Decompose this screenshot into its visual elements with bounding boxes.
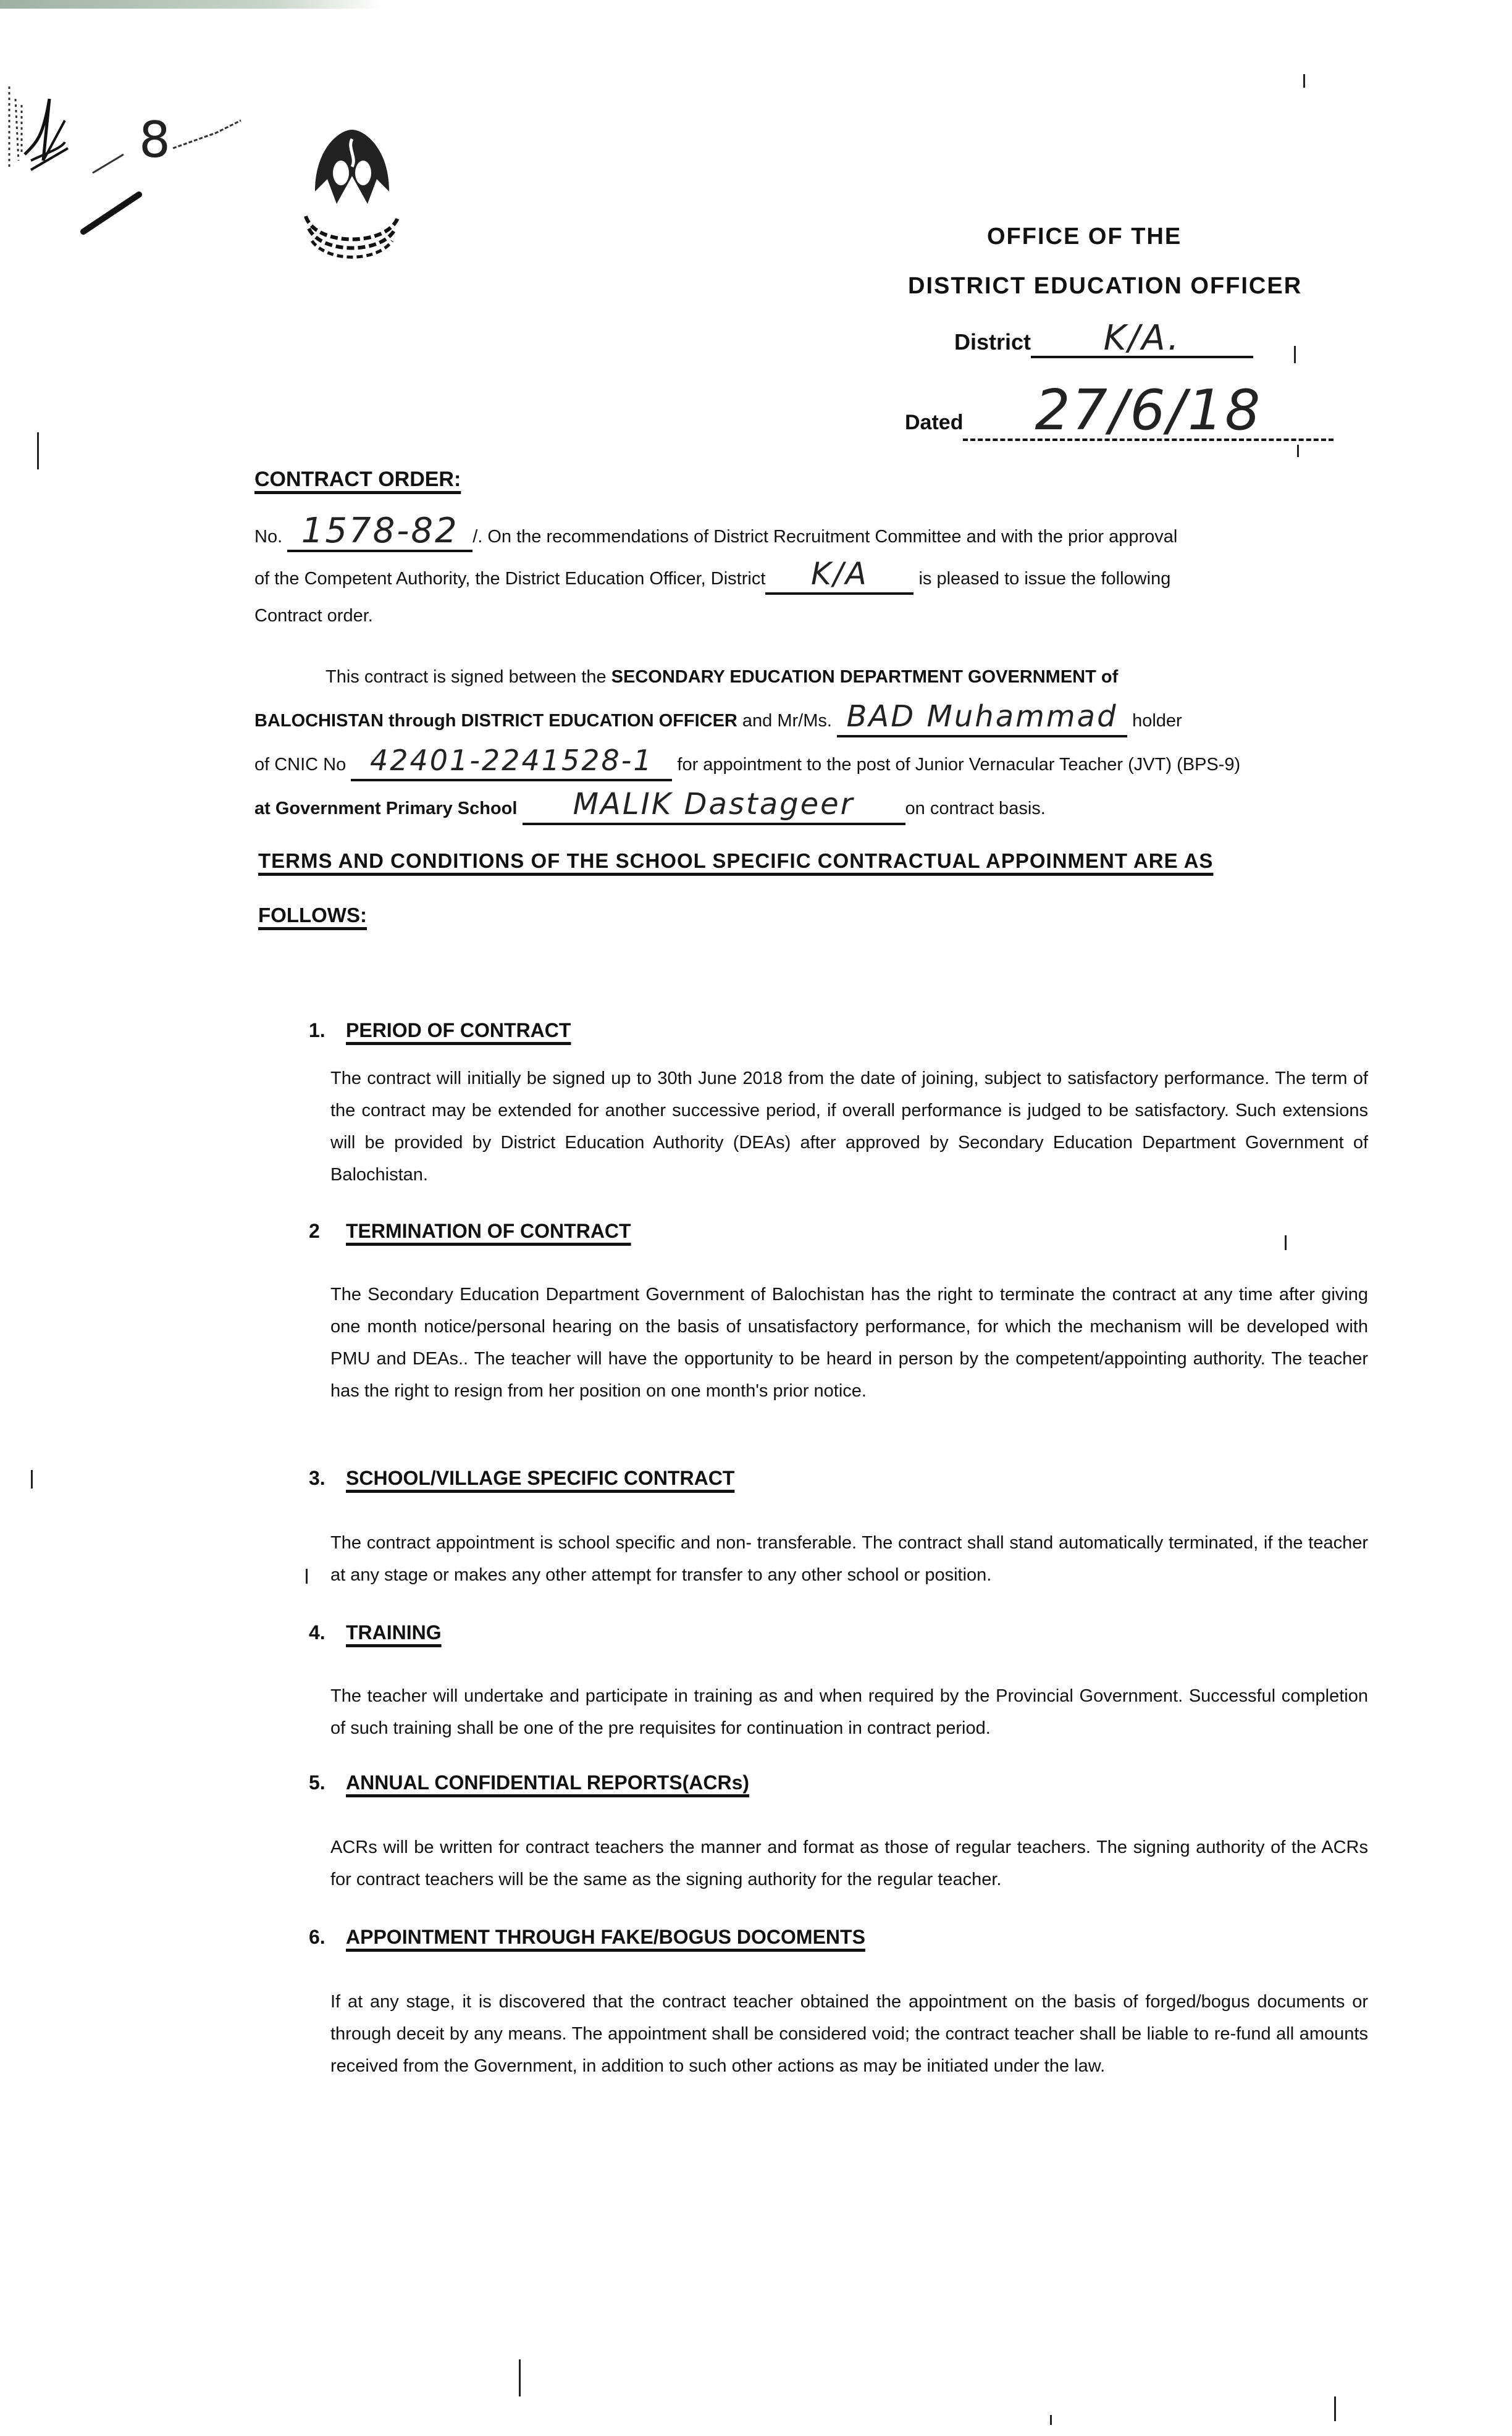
section-1-number: 1.: [309, 1019, 326, 1041]
section-2-title: TERMINATION OF CONTRACT: [346, 1220, 631, 1242]
scan-speck: [31, 1470, 33, 1489]
section-2-heading: [309, 1220, 631, 1243]
cnic-value: 42401-2241528-1: [351, 742, 672, 781]
intro-text-4: Contract order.: [254, 606, 373, 626]
parties-text-2: and Mr/Ms.: [742, 711, 832, 731]
section-2-number: 2: [309, 1220, 320, 1242]
office-title-line1: OFFICE OF THE: [987, 224, 1182, 250]
section-5-heading: [309, 1771, 749, 1794]
teacher-name-value: BAD Muhammad: [837, 698, 1127, 737]
intro-text-3: is pleased to issue the following: [918, 569, 1171, 589]
terms-heading-line2: FOLLOWS:: [258, 904, 367, 926]
scan-speck: [1294, 346, 1296, 363]
district-field: [954, 318, 1253, 358]
section-6-heading: [309, 1926, 865, 1949]
section-5-number: 5.: [309, 1771, 326, 1794]
scan-speck: [1297, 445, 1299, 457]
scan-speck: [1303, 74, 1305, 88]
parties-paragraph: [254, 656, 1385, 830]
section-4-title: TRAINING: [346, 1621, 442, 1644]
section-3-heading: [309, 1467, 734, 1490]
section-4-heading: [309, 1621, 442, 1644]
section-4-body: The teacher will undertake and participate in training as and when required by the Provincial Government. Successful completion of such training shall be one of the pre requisites for continuation in contract period.: [330, 1686, 1368, 1738]
government-emblem-icon: [290, 124, 414, 259]
section-1-body: The contract will initially be signed up to 30th June 2018 from the date of joining, subject to satisfactory performance. The term of the contract may be extended for another successive period, if overall performance is judged to be satisfactory. Such extensions will be provided by District Education Authority (DEAs) after approved by Secondary Education Department Government of Balochistan.: [330, 1069, 1368, 1185]
section-3-title: SCHOOL/VILLAGE SPECIFIC CONTRACT: [346, 1467, 735, 1489]
section-1-heading: [309, 1019, 571, 1042]
district-label: District: [954, 329, 1031, 355]
office-title-line2: DISTRICT EDUCATION OFFICER: [908, 273, 1303, 299]
parties-bold-1: SECONDARY EDUCATION DEPARTMENT GOVERNMENT of: [611, 667, 1119, 687]
order-no-label: No.: [254, 527, 283, 547]
section-5-body: ACRs will be written for contract teachers the manner and format as those of regular teachers. The signing authority of the ACRs for contract teachers will be the same as the signing authority for the regular teacher.: [330, 1838, 1368, 1889]
scan-speck: [519, 2359, 521, 2396]
intro-text-1: /. On the recommendations of District Recruitment Committee and with the prior approval: [472, 527, 1178, 547]
terms-heading-line1: TERMS AND CONDITIONS OF THE SCHOOL SPECIFIC CONTRACTUAL APPOINMENT ARE AS: [258, 849, 1214, 872]
section-5-title: ANNUAL CONFIDENTIAL REPORTS(ACRs): [346, 1771, 750, 1794]
school-name-value: MALIK Dastageer: [523, 786, 905, 825]
parties-text-1: This contract is signed between the: [326, 667, 607, 687]
intro-text-2: of the Competent Authority, the District Education Officer, District: [254, 569, 766, 589]
scan-speck: [1334, 2396, 1336, 2421]
section-3-number: 3.: [309, 1467, 326, 1489]
scan-speck: [306, 1569, 308, 1584]
scan-speck: [37, 432, 39, 469]
contract-order-intro: [254, 513, 1385, 634]
scan-edge-band: [0, 0, 383, 9]
section-3-body: The contract appointment is school specific and non- transferable. The contract shall stand automatically terminated, if the teacher at any stage or makes any other attempt for transfer to any other school or position.: [330, 1533, 1368, 1585]
dated-label: Dated: [905, 411, 964, 434]
scan-speck: [1050, 2415, 1052, 2425]
dated-value: 27/6/18: [963, 383, 1334, 441]
section-4-number: 4.: [309, 1621, 326, 1644]
margin-annotation-number: 8: [139, 111, 172, 169]
section-6-body: If at any stage, it is discovered that the contract teacher obtained the appointment on the basis of forged/bogus documents or through deceit by any means. The appointment shall be considered void; the contract teacher shall be liable to re-fund all amounts received from the Government, in addition to such other actions as may be initiated under the law.: [330, 1992, 1368, 2076]
section-1-title: PERIOD OF CONTRACT: [346, 1019, 571, 1041]
order-no-value: 1578-82: [287, 513, 472, 552]
school-suffix: on contract basis.: [905, 799, 1046, 818]
contract-order-heading: CONTRACT ORDER:: [254, 468, 461, 491]
dated-field: [905, 378, 1334, 443]
school-label: at Government Primary School: [254, 799, 518, 818]
section-2-body: The Secondary Education Department Government of Balochistan has the right to terminate the contract at any time after giving one month notice/personal hearing on the basis of unsatisfactory performance, for which the mechanism will be developed with PMU and DEAs.. The teacher will have the opportunity to be heard in person by the competent/appointing authority. The teacher has the right to resign from her position on one month's prior notice.: [330, 1285, 1368, 1401]
parties-bold-2: BALOCHISTAN through DISTRICT EDUCATION OFFICER: [254, 711, 737, 731]
scan-speck: [1285, 1235, 1287, 1250]
holder-text: holder: [1132, 711, 1182, 731]
section-6-title: APPOINTMENT THROUGH FAKE/BOGUS DOCOMENTS: [346, 1926, 865, 1948]
post-text: for appointment to the post of Junior Vernacular Teacher (JVT) (BPS-9): [677, 755, 1241, 775]
district-value: K/A.: [1031, 321, 1253, 358]
section-6-number: 6.: [309, 1926, 326, 1948]
intro-district-value: K/A: [765, 555, 914, 595]
cnic-label: of CNIC No: [254, 755, 346, 775]
